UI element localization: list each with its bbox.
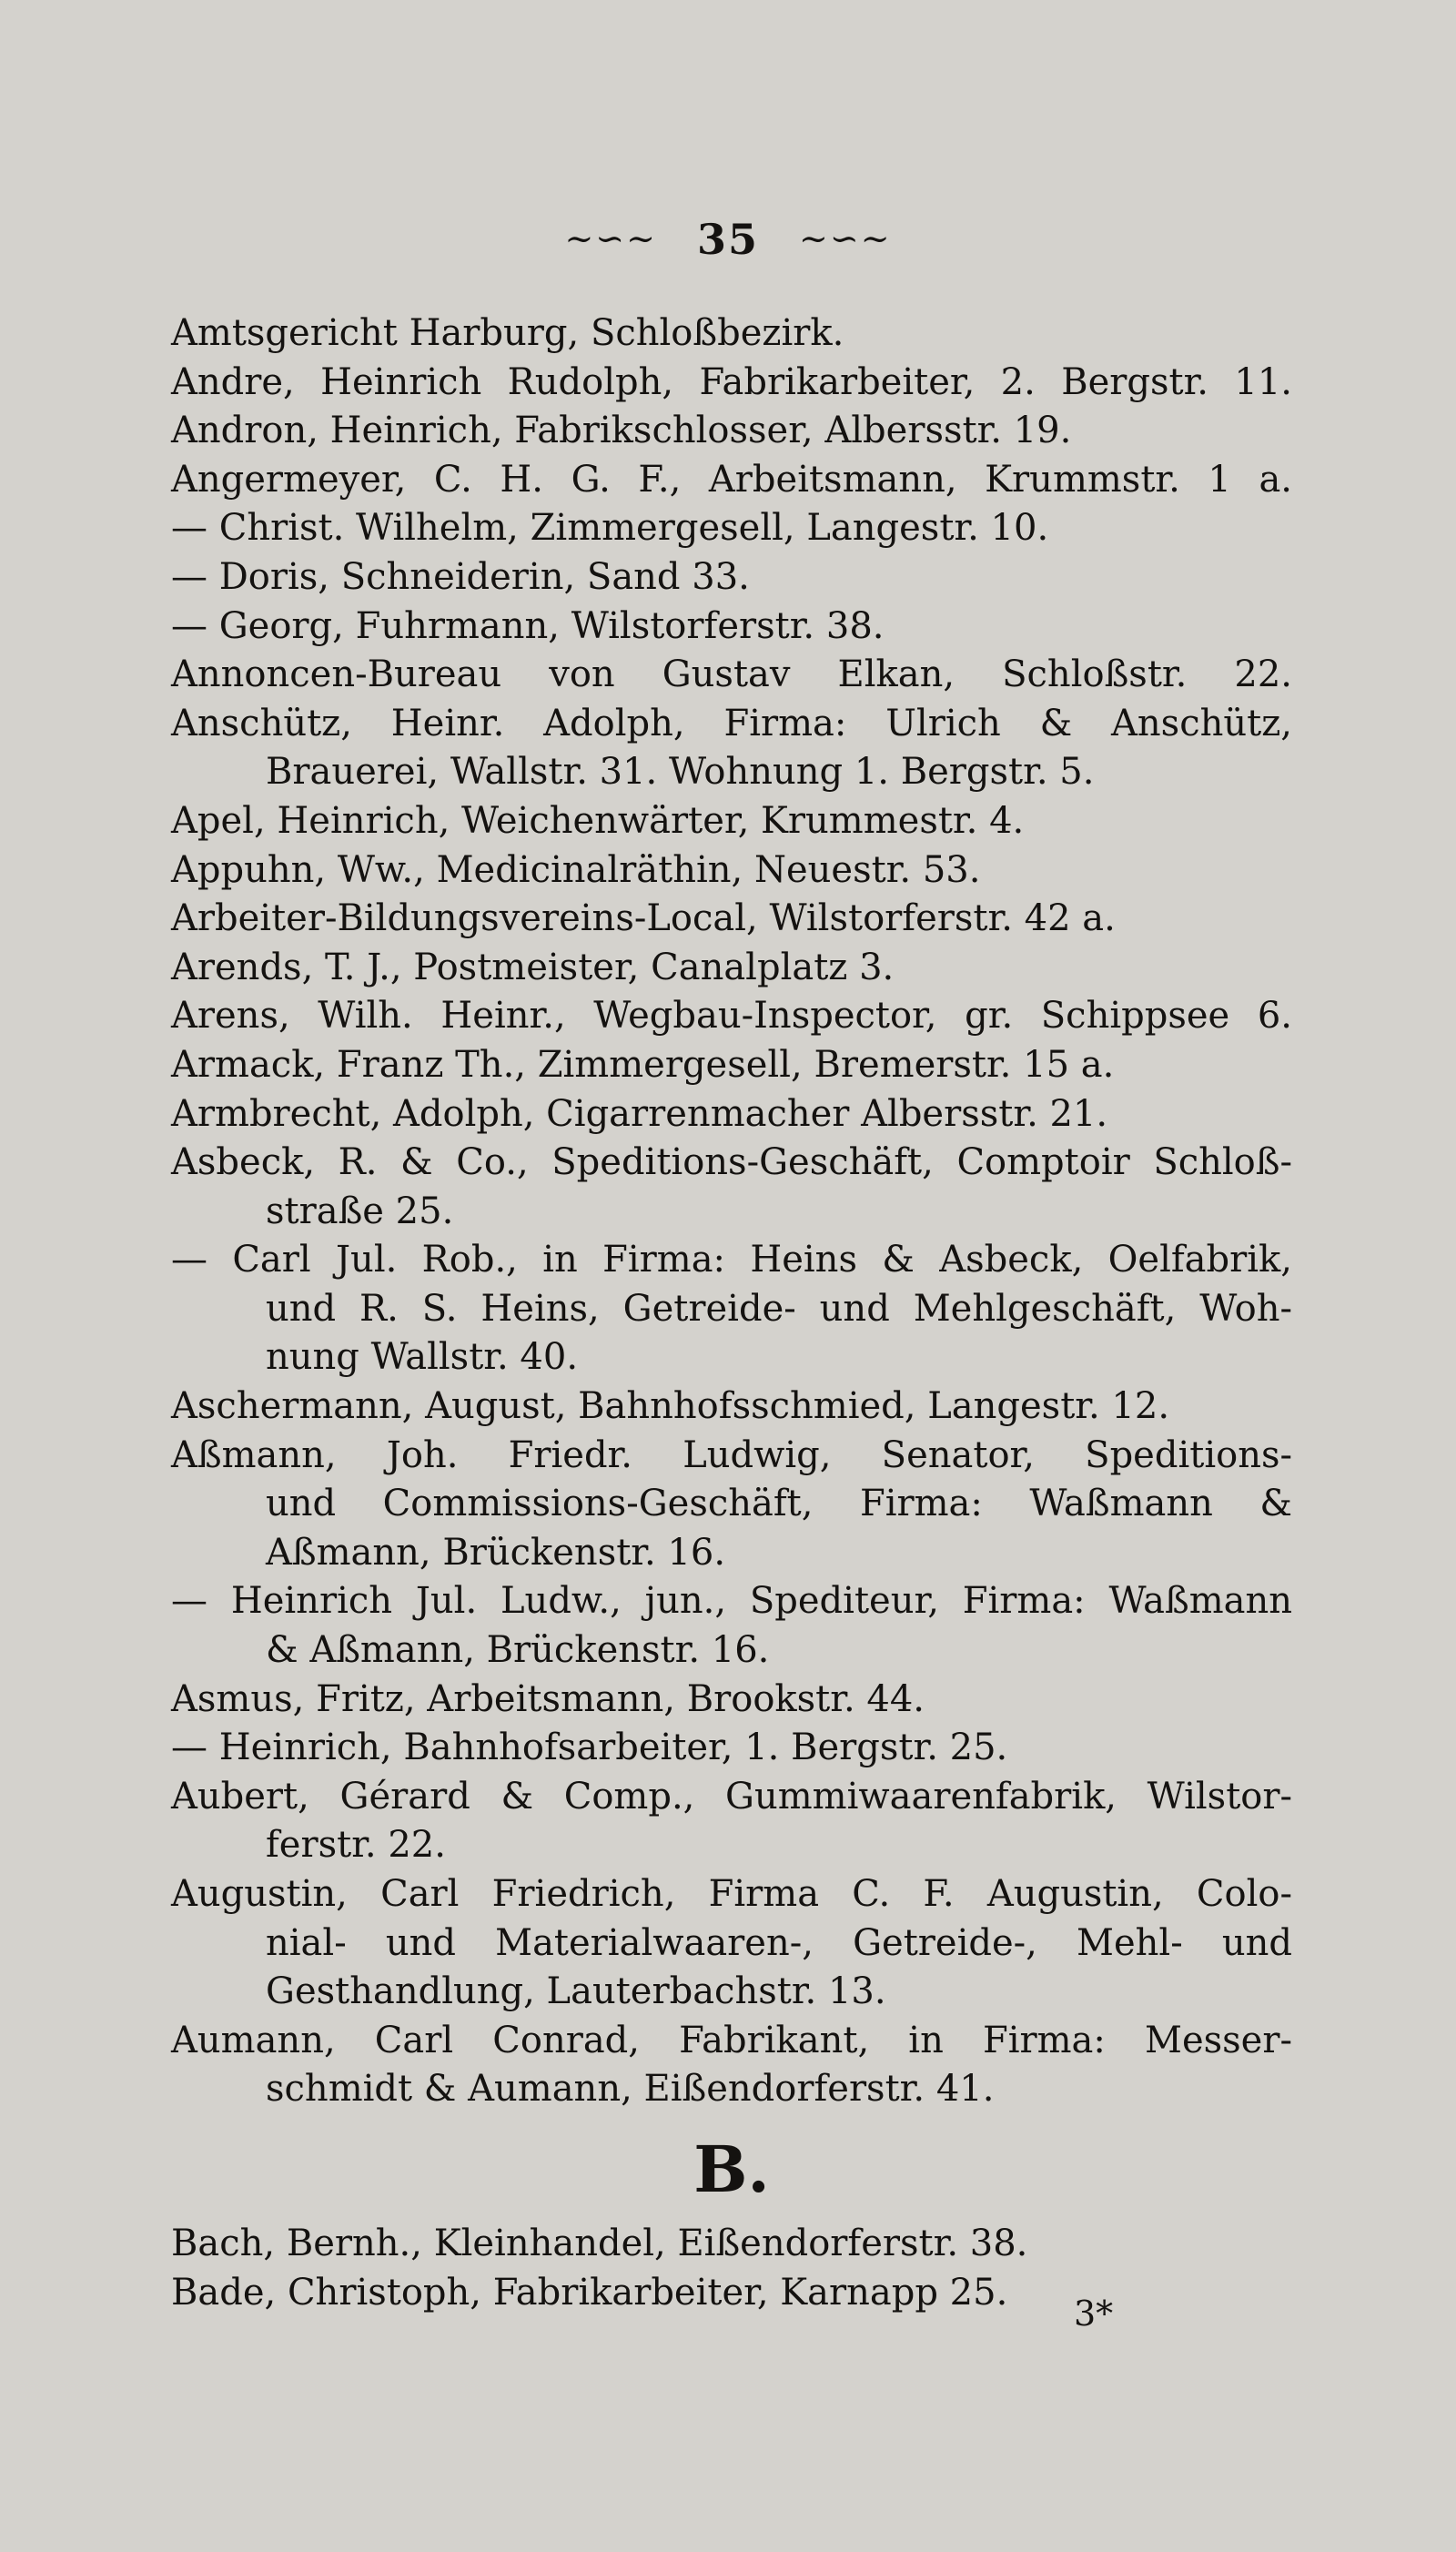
entry-line: Angermeyer, C. H. G. F., Arbeitsmann, Krummstr. 1 a. <box>171 458 1292 501</box>
directory-entry <box>171 2017 1292 2114</box>
entry-line: Appuhn, Ww., Medicinalräthin, Neuestr. 53. <box>171 848 981 891</box>
entry-line: Asbeck, R. & Co., Speditions-Geschäft, Comptoir Schloß- <box>171 1141 1292 1184</box>
entry-line: nung Wallstr. 40. <box>266 1336 579 1379</box>
entry-line: Apel, Heinrich, Weichenwärter, Krummestr. 4. <box>171 799 1025 842</box>
entry-line: — Christ. Wilhelm, Zimmergesell, Langestr. 10. <box>171 507 1049 550</box>
directory-entry <box>171 456 1292 505</box>
entry-line: Armack, Franz Th., Zimmergesell, Bremerstr. 15 a. <box>171 1043 1115 1086</box>
entry-line: Arens, Wilh. Heinr., Wegbau-Inspector, gr. Schippsee 6. <box>171 995 1292 1038</box>
entry-line: & Aßmann, Brückenstr. 16. <box>266 1629 770 1672</box>
directory-entry <box>171 553 1292 603</box>
entry-line: — Georg, Fuhrmann, Wilstorferstr. 38. <box>171 604 885 647</box>
entry-line: und R. S. Heins, Getreide- und Mehlgeschäft, Woh- <box>266 1287 1292 1330</box>
directory-entry <box>171 1724 1292 1773</box>
entry-line: Anschütz, Heinr. Adolph, Firma: Ulrich & Anschütz, <box>171 702 1292 744</box>
entry-line: Aßmann, Brückenstr. 16. <box>266 1531 726 1574</box>
entry-line: Arbeiter-Bildungsvereins-Local, Wilstorferstr. 42 a. <box>171 897 1116 940</box>
entry-line: Augustin, Carl Friedrich, Firma C. F. Augustin, Colo- <box>171 1873 1292 1915</box>
directory-entry <box>171 1041 1292 1090</box>
directory-entry <box>171 700 1292 797</box>
directory-entry <box>171 1432 1292 1578</box>
directory-entry <box>171 1676 1292 1725</box>
directory-entry <box>171 1236 1292 1382</box>
entries-a <box>171 309 1292 2114</box>
entry-line: Amtsgericht Harburg, Schloßbezirk. <box>171 312 844 354</box>
entry-line: — Carl Jul. Rob., in Firma: Heins & Asbeck, Oelfabrik, <box>171 1239 1292 1281</box>
entry-line: Annoncen-Bureau von Gustav Elkan, Schloßstr. 22. <box>171 653 1292 696</box>
entry-line: Bade, Christoph, Fabrikarbeiter, Karnapp 25. <box>171 2271 1008 2314</box>
directory-entry <box>171 651 1292 700</box>
directory-entry <box>171 1090 1292 1139</box>
page-header <box>0 215 1456 264</box>
ornament-left: ~∽~ <box>564 218 657 258</box>
entry-line: Arends, T. J., Postmeister, Canalplatz 3. <box>171 946 895 988</box>
entry-line: Armbrecht, Adolph, Cigarrenmacher Albersstr. 21. <box>171 1092 1108 1135</box>
directory-entry <box>171 1773 1292 1870</box>
entry-line: straße 25. <box>266 1190 454 1232</box>
directory-entry <box>171 846 1292 896</box>
entry-line: Aumann, Carl Conrad, Fabrikant, in Firma: Messer- <box>171 2019 1292 2061</box>
entry-line: ferstr. 22. <box>266 1824 446 1867</box>
entry-line: nial- und Materialwaaren-, Getreide-, Mehl- und <box>266 1921 1292 1964</box>
directory-entry <box>171 944 1292 993</box>
directory-entry <box>171 1382 1292 1432</box>
entry-line: Bach, Bernh., Kleinhandel, Eißendorferstr. 38. <box>171 2222 1028 2264</box>
entries-b <box>171 2220 1292 2317</box>
ornament-right: ~∽~ <box>799 218 892 258</box>
entry-line: Brauerei, Wallstr. 31. Wohnung 1. Bergstr. 5. <box>266 751 1095 794</box>
entry-line: schmidt & Aumann, Eißendorferstr. 41. <box>266 2068 995 2111</box>
directory-entry <box>171 407 1292 456</box>
section-letter: B. <box>693 2131 770 2207</box>
entry-line: Aßmann, Joh. Friedr. Ludwig, Senator, Speditions- <box>171 1433 1292 1476</box>
page-number: 35 <box>696 215 759 264</box>
directory-entry <box>171 504 1292 553</box>
entry-line: — Heinrich, Bahnhofsarbeiter, 1. Bergstr. 25. <box>171 1727 1008 1769</box>
directory-entry <box>171 2269 1292 2318</box>
entry-line: — Heinrich Jul. Ludw., jun., Spediteur, Firma: Waßmann <box>171 1580 1292 1623</box>
directory-entry <box>171 359 1292 408</box>
directory-entry <box>171 2220 1292 2269</box>
entry-line: Asmus, Fritz, Arbeitsmann, Brookstr. 44. <box>171 1677 925 1720</box>
directory-entry <box>171 1870 1292 2017</box>
directory-entry <box>171 309 1292 359</box>
entry-line: Andre, Heinrich Rudolph, Fabrikarbeiter, 2. Bergstr. 11. <box>171 360 1292 403</box>
entry-line: — Doris, Schneiderin, Sand 33. <box>171 555 750 598</box>
signature-mark: 3* <box>1074 2294 1114 2334</box>
entry-line: Aschermann, August, Bahnhofsschmied, Langestr. 12. <box>171 1385 1170 1428</box>
directory-entry <box>171 603 1292 652</box>
directory-entry <box>171 1139 1292 1236</box>
directory-entries <box>171 309 1292 2317</box>
directory-entry <box>171 797 1292 846</box>
directory-entry <box>171 895 1292 944</box>
entry-line: Andron, Heinrich, Fabrikschlosser, Albersstr. 19. <box>171 410 1072 452</box>
directory-entry <box>171 992 1292 1041</box>
entry-line: Gesthandlung, Lauterbachstr. 13. <box>266 1970 886 2013</box>
entry-line: Aubert, Gérard & Comp., Gummiwaarenfabrik, Wilstor- <box>171 1775 1292 1818</box>
directory-entry <box>171 1577 1292 1675</box>
entry-line: und Commissions-Geschäft, Firma: Waßmann & <box>266 1483 1292 1525</box>
